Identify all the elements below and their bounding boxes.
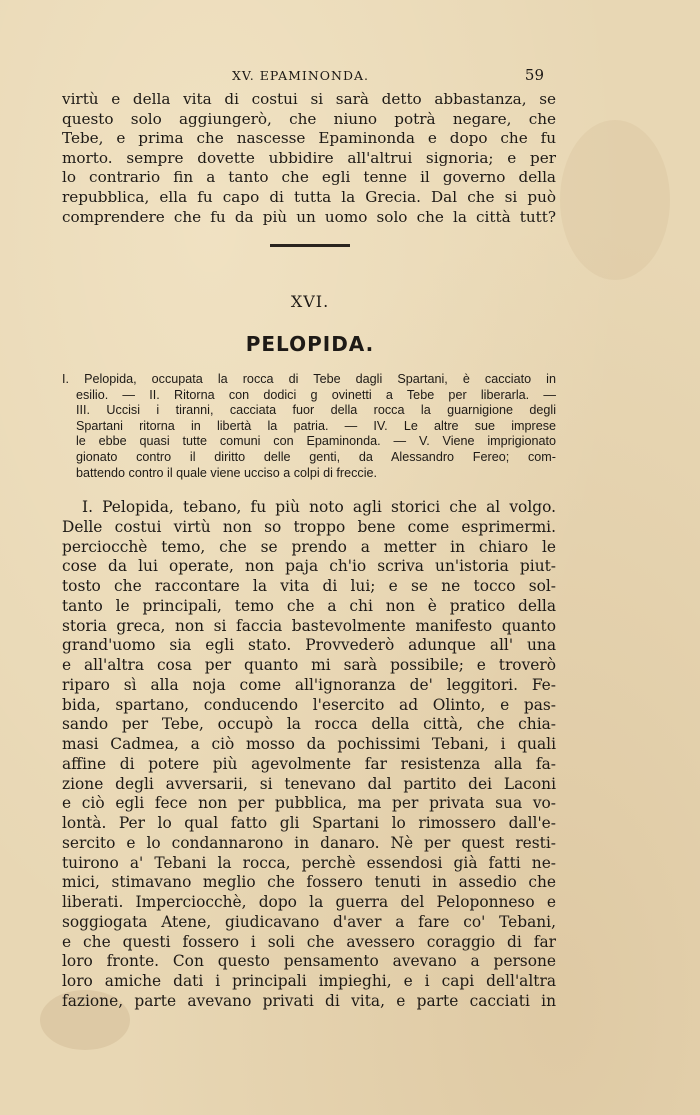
body-line: zione degli avversarii, si tenevano dal partito dei Laconi xyxy=(62,774,556,793)
text-line: morto. sempre dovette ubbidire all'altrui signoria; e per xyxy=(62,148,556,167)
body-line: bida, spartano, conducendo l'esercito ad Olinto, e pas- xyxy=(62,695,556,714)
section-divider xyxy=(270,244,350,247)
chapter-summary xyxy=(62,372,556,481)
body-line: e che questi fossero i soli che avessero coraggio di far xyxy=(62,932,556,951)
body-line: grand'uomo sia egli stato. Provvederò adunque all' una xyxy=(62,636,556,655)
body-line: tuirono a' Tebani la rocca, perchè essendosi già fatti ne- xyxy=(62,853,556,872)
text-line: questo solo aggiungerò, che niuno potrà negare, che xyxy=(62,109,556,128)
running-title: XV. EPAMINONDA. xyxy=(232,68,369,83)
body-line: masi Cadmea, a ciò mosso da pochissimi Tebani, i quali xyxy=(62,735,556,753)
chapter-title: PELOPIDA. xyxy=(245,332,375,356)
chapter-number: XVI. xyxy=(290,292,330,311)
body-line: loro fronte. Con questo pensamento avevano a persone xyxy=(62,952,556,971)
body-line: loro amiche dati i principali impieghi, e i capi dell'altra xyxy=(62,972,556,990)
body-line: soggiogata Atene, giudicavano d'aver a fare co' Tebani, xyxy=(62,912,556,931)
text-line: repubblica, ella fu capo di tutta la Grecia. Dal che si può xyxy=(62,187,556,206)
text-line: lo contrario fin a tanto che egli tenne il governo della xyxy=(62,168,556,187)
summary-line: gionato contro il diritto delle genti, da Alessandro Fereo; com- xyxy=(76,449,556,464)
body-line: I. Pelopida, tebano, fu più noto agli storici che al volgo. xyxy=(82,498,556,516)
body-line: e ciò egli fece non per pubblica, ma per privata sua vo- xyxy=(62,794,556,813)
text-line: virtù e della vita di costui si sarà detto abbastanza, se xyxy=(62,90,556,108)
paper-stain xyxy=(560,120,670,280)
body-line: fazione, parte avevano privati di vita, e parte cacciati in xyxy=(62,991,556,1010)
body-line: storia greca, non si faccia bastevolmente manifesto quanto xyxy=(62,616,556,635)
body-line: tanto le principali, temo che a chi non è pratico della xyxy=(62,596,556,615)
summary-line: Spartani ritorna in libertà la patria. — IV. Le altre sue imprese xyxy=(76,418,556,433)
summary-line: I. Pelopida, occupata la rocca di Tebe dagli Spartani, è cacciato in xyxy=(62,372,556,386)
chapter-body xyxy=(62,498,556,1012)
page-number: 59 xyxy=(524,66,544,84)
summary-line: battendo contro il quale viene ucciso a colpi di freccie. xyxy=(76,465,378,480)
body-line: lontà. Per lo qual fatto gli Spartani lo rimossero dall'e- xyxy=(62,814,556,832)
text-line: comprendere che fu da più un uomo solo che la città tutt? xyxy=(62,207,556,226)
summary-line: III. Uccisi i tiranni, cacciata fuor della rocca la guarnigione degli xyxy=(76,403,556,418)
body-line: mici, stimavano meglio che fossero tenuti in assedio che xyxy=(62,873,556,892)
body-line: tosto che raccontare la vita di lui; e se ne tocco sol- xyxy=(62,577,556,595)
body-line: affine di potere più agevolmente far resistenza alla fa- xyxy=(62,754,556,773)
summary-line: le ebbe quasi tutte comuni con Epaminonda. — V. Viene imprigionato xyxy=(76,434,556,449)
body-line: cose da lui operate, non paja ch'io scriva un'istoria piut- xyxy=(62,557,556,576)
body-line: liberati. Imperciocchè, dopo la guerra del Peloponneso e xyxy=(62,893,556,911)
running-head xyxy=(62,66,544,88)
summary-line: esilio. — II. Ritorna con dodici g ovinetti a Tebe per liberarla. — xyxy=(76,387,556,402)
body-line: Delle costui virtù non so troppo bene come esprimermi. xyxy=(62,517,556,536)
body-line: sercito e lo condannarono in danaro. Nè per quest resti- xyxy=(62,833,556,852)
text-line: Tebe, e prima che nascesse Epaminonda e dopo che fu xyxy=(62,129,556,148)
body-line: perciocchè temo, che se prendo a metter in chiaro le xyxy=(62,537,556,556)
previous-chapter-ending xyxy=(62,90,556,227)
body-line: e all'altra cosa per quanto mi sarà possibile; e troverò xyxy=(62,656,556,674)
body-line: riparo sì alla noja come all'ignoranza de' leggitori. Fe- xyxy=(62,675,556,694)
body-line: sando per Tebe, occupò la rocca della città, che chia- xyxy=(62,715,556,734)
